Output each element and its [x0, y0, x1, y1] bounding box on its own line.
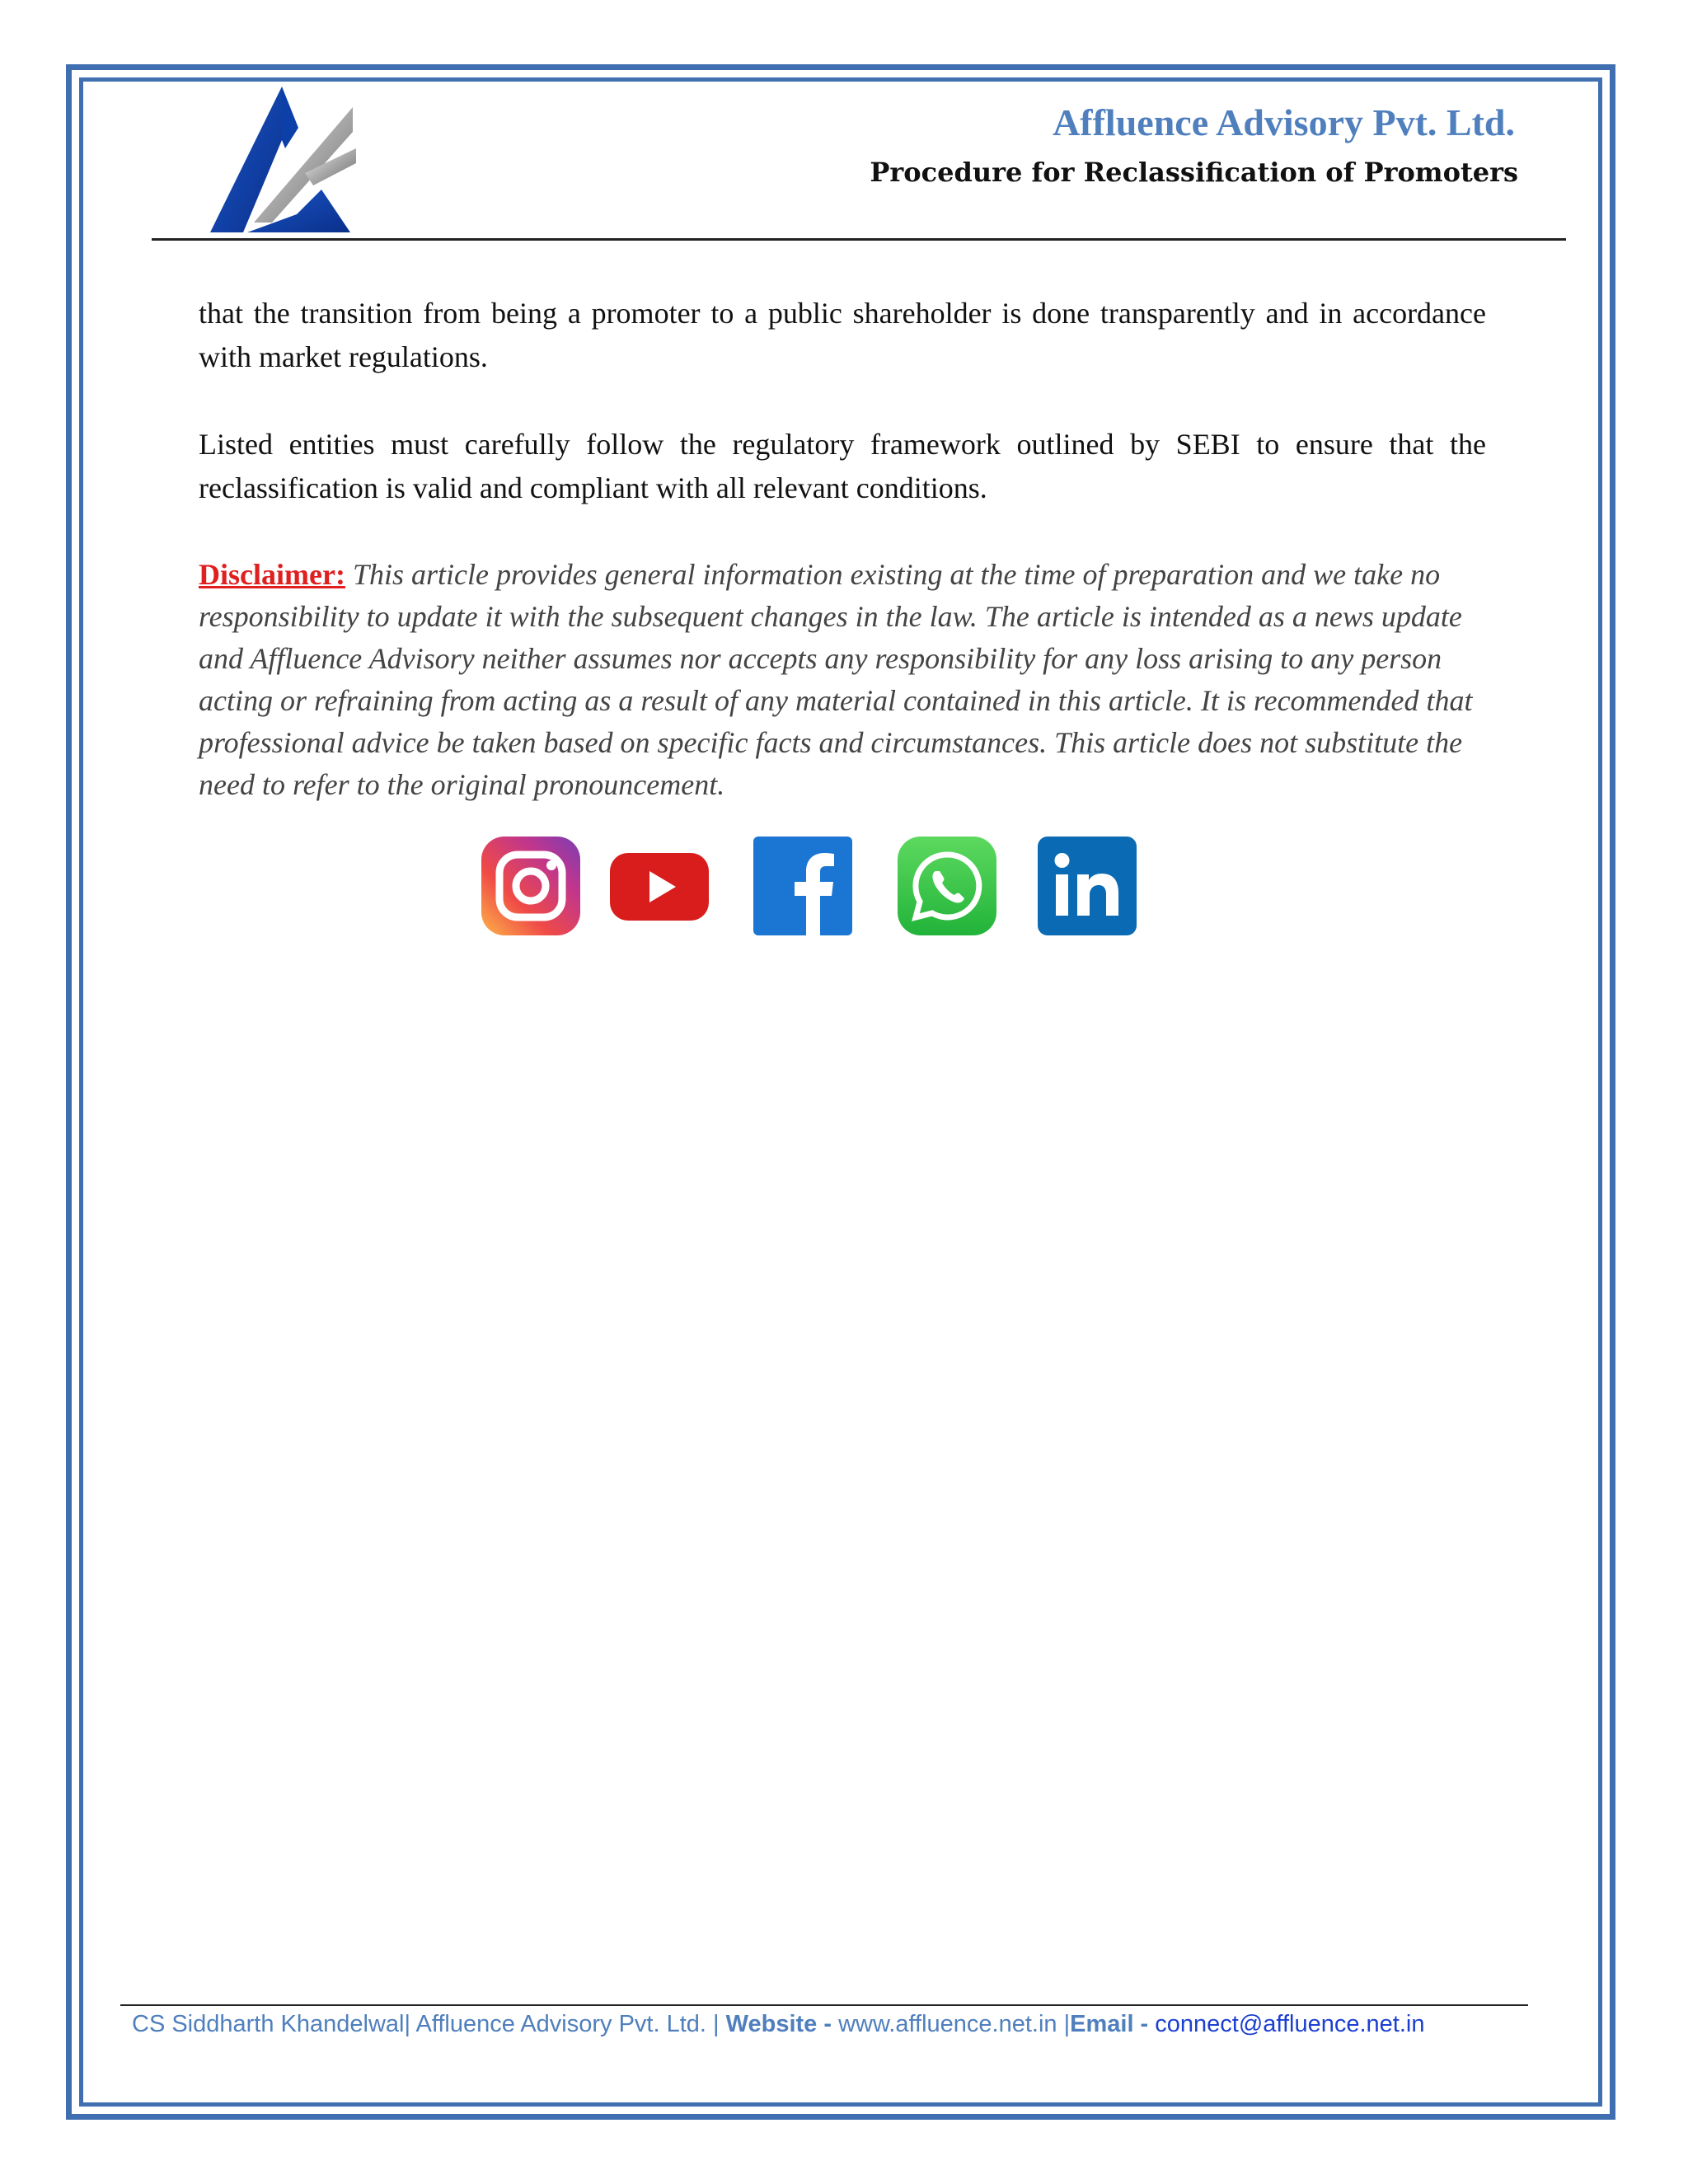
article-body [199, 292, 1486, 806]
body-paragraph: Listed entities must carefully follow the regulatory framework outlined by SEBI to ensure that the reclassification is valid and compliant with all relevant conditions. [199, 428, 1486, 504]
linkedin-icon[interactable] [1036, 835, 1138, 937]
footer-email-label: Email - [1070, 2011, 1156, 2037]
footer-separator: | [1057, 2011, 1071, 2037]
footer-email-link[interactable]: connect@affluence.net.in [1155, 2011, 1425, 2037]
page-footer [132, 2011, 1533, 2038]
disclaimer-paragraph [199, 554, 1486, 806]
footer-website-link[interactable]: www.affluence.net.in [838, 2011, 1057, 2037]
body-paragraph: that the transition from being a promoter to a public shareholder is done transparently and in accordance with market regulations. [199, 297, 1486, 373]
whatsapp-icon[interactable] [896, 835, 998, 937]
footer-author: CS Siddharth Khandelwal| Affluence Advisory Pvt. Ltd. | [132, 2011, 726, 2037]
youtube-icon[interactable] [608, 835, 710, 937]
footer-divider [120, 2004, 1528, 2006]
instagram-icon[interactable] [480, 835, 582, 937]
company-name: Affluence Advisory Pvt. Ltd. [1053, 101, 1515, 143]
document-title: Procedure for Reclassification of Promoters [870, 157, 1518, 188]
facebook-icon[interactable] [752, 835, 854, 937]
company-logo [206, 82, 363, 239]
disclaimer-text: This article provides general information existing at the time of preparation and we take no responsibility to update it with the subsequent changes in the law. The article is intended as a news update and Affluence Advisory neither assumes nor accepts any responsibility for any loss arising to any person acting or refraining from acting as a result of any material contained in this article. It is recommended that professional advice be taken based on specific facts and circumstances. This article does not substitute the need to refer to the original pronouncement. [199, 558, 1473, 801]
disclaimer-label: Disclaimer: [199, 558, 345, 591]
header-divider [152, 238, 1566, 241]
footer-website-label: Website - [725, 2011, 839, 2037]
